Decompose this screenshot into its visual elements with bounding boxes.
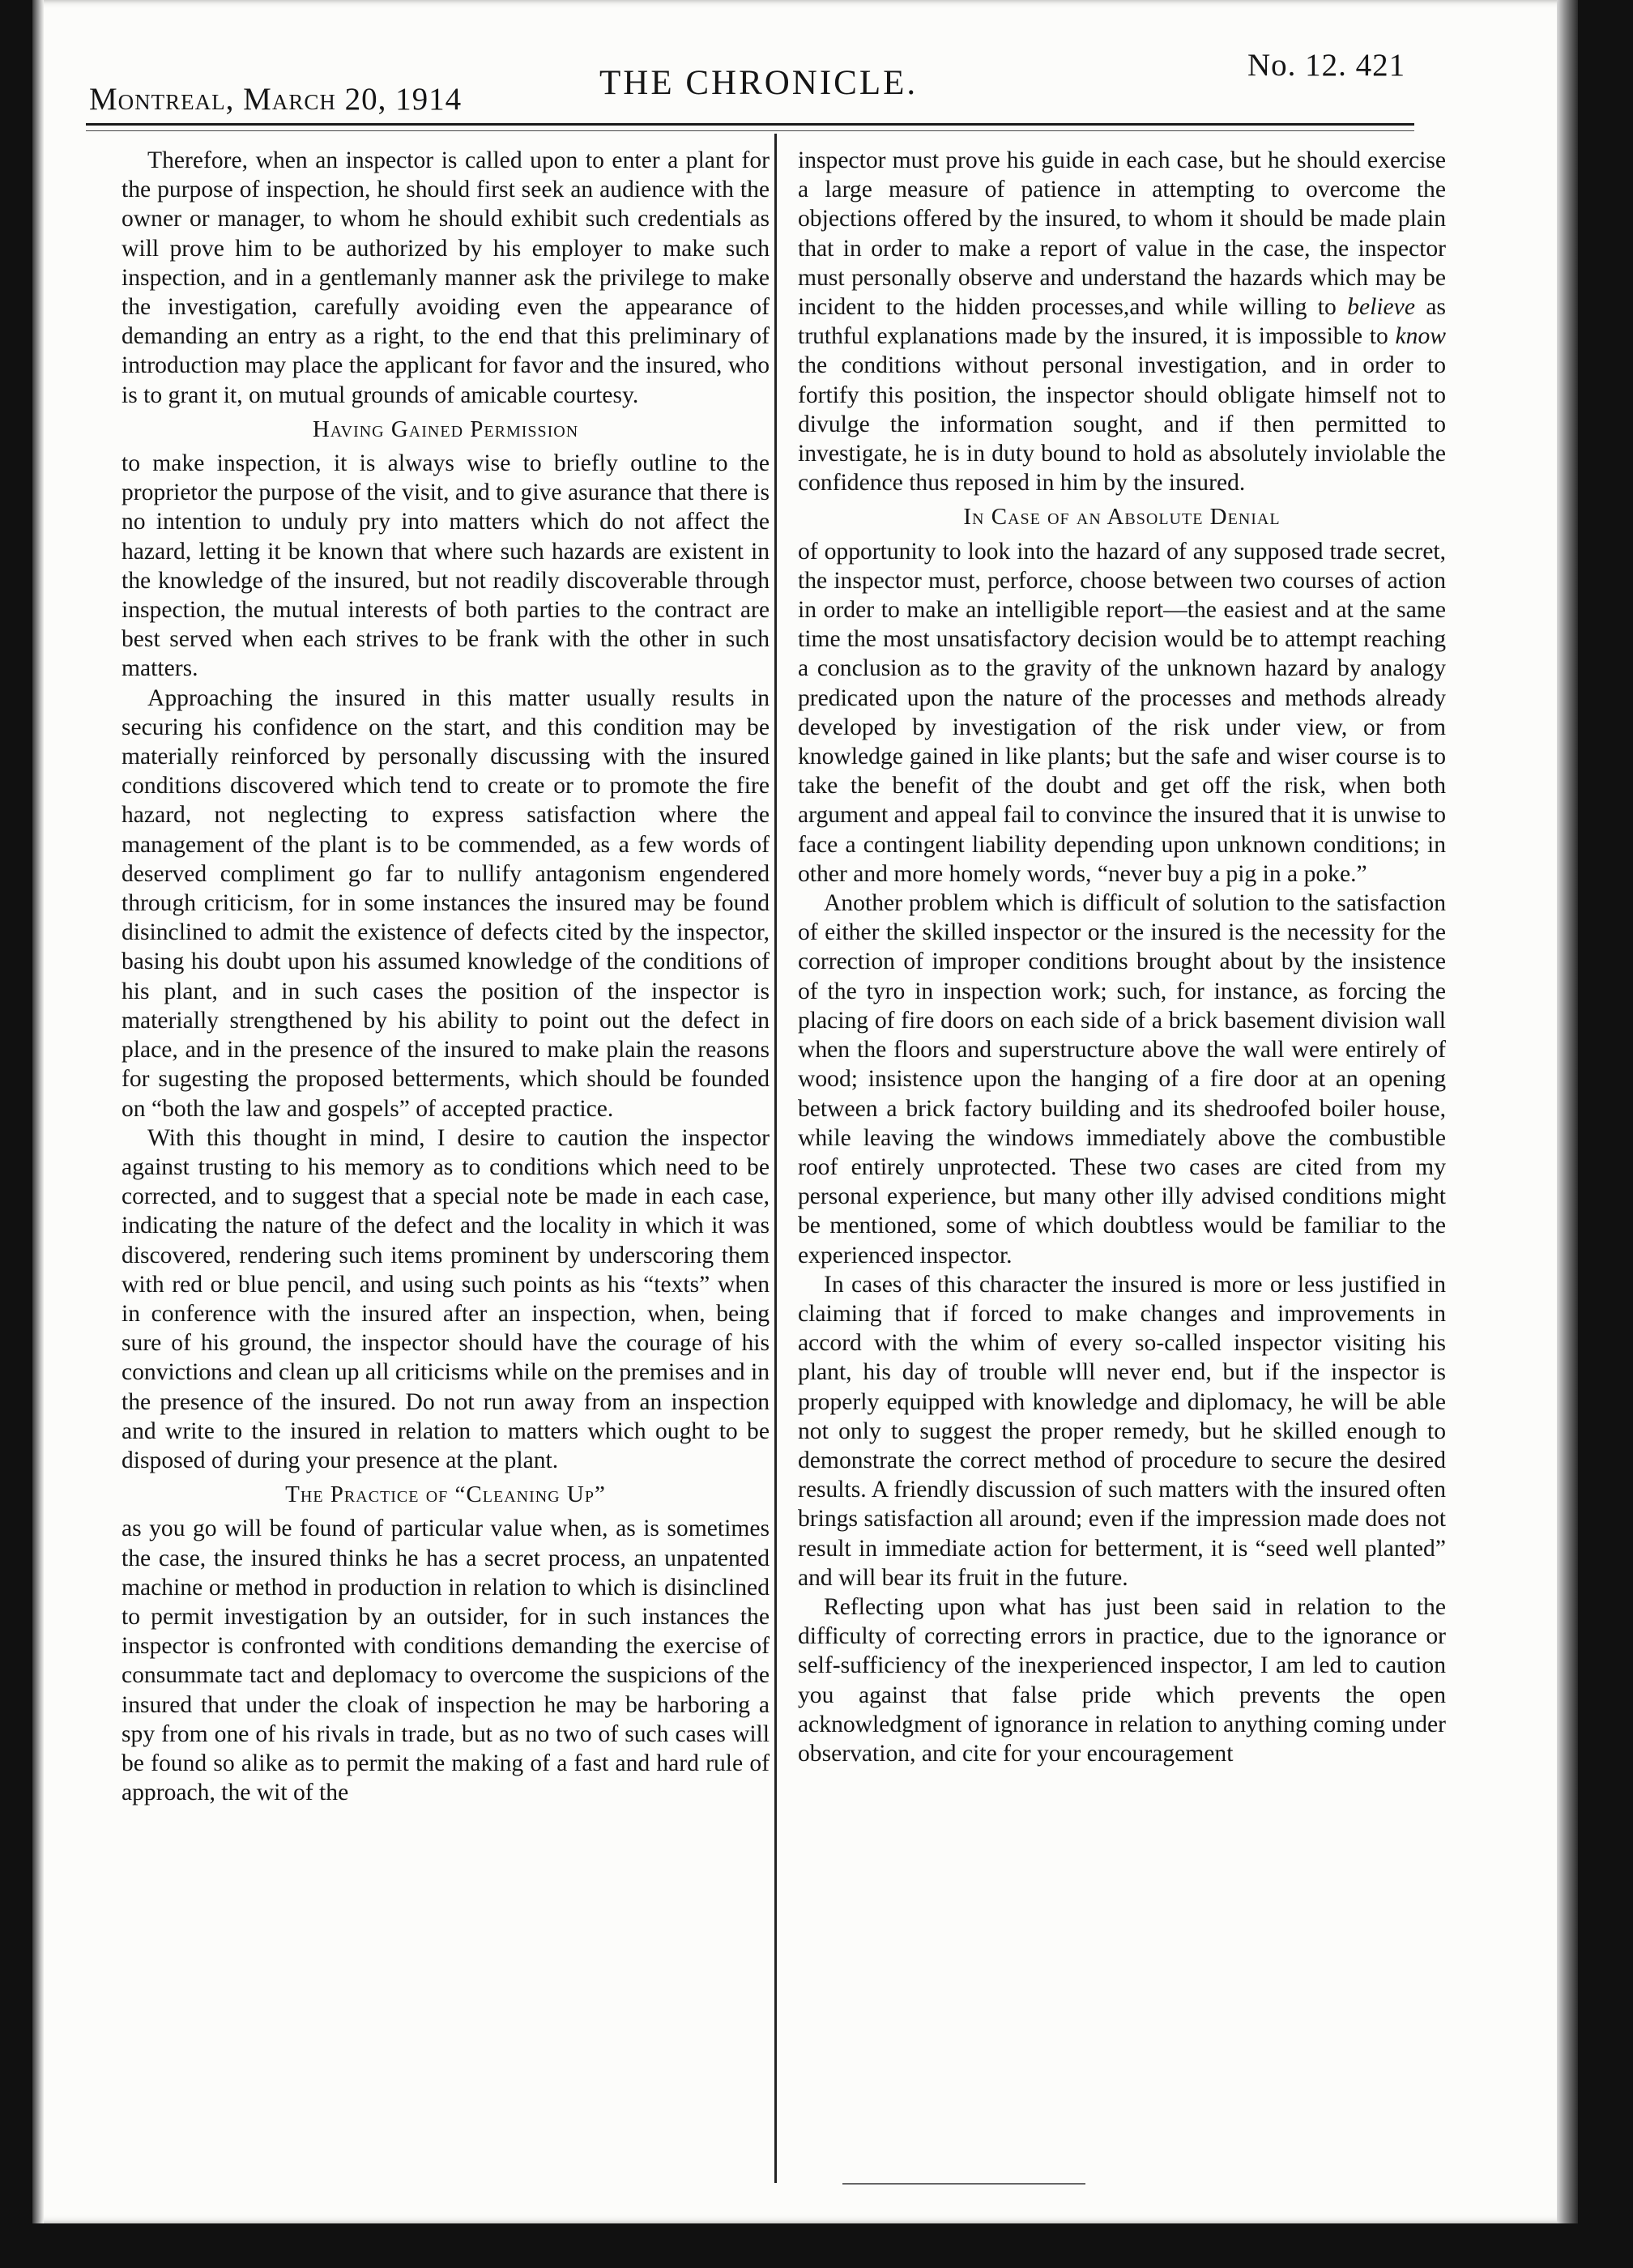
header-issue-page: No. 12. 421 [1247,48,1406,83]
left-column [122,146,770,1807]
column-divider [774,134,777,2183]
newspaper-page [32,0,1578,2223]
section-heading: In Case of an Absolute Denial [963,504,1281,531]
italic-text: know [1395,323,1446,350]
footer-rule [842,2183,1085,2185]
text-run: inspector must prove his guide in each case, but he should exercise a large measure of patience in attempting to overcome the objections offered by the insured, to whom it should be made plain that in order to make a report of value in the case, the inspector must personally observe and understand the hazards which may be incident to the hidden processes,and while willing to [798,147,1446,321]
paragraph: as you go will be found of particular value when, as is sometimes the case, the insured thinks he has a secret process, an unpatented machine or method in production in relation to which is disinclined to permit investigation by an outsider, for in such instances the inspector is confronted with conditions demanding the exercise of consummate tact and deplomacy to overcome the suspicions of the insured that under the cloak of inspection he may be harboring a spy from one of his rivals in trade, but as no two of such cases will be found so alike as to permit the making of a fast and hard rule of approach, the wit of the [122,1516,770,1806]
paragraph: Approaching the insured in this matter usually results in securing his confidence on the start, and this condition may be materially reinforced by personally discussing with the insured conditions discovered which tend to create or to promote the fire hazard, not neglecting to express satisfaction where the management of the plant is to be commended, as a few words of deserved compliment go far to nullify antagonism engendered through criticism, for in some instances the insured may be found disinclined to admit the existence of defects cited by the inspector, basing his doubt upon his assumed knowledge of the conditions of his plant, and in such cases the position of the inspector is materially strengthened by his ability to point out the defect in place, and in the presence of the insured to make plain the reasons for sugesting the proposed betterments, which should be founded on “both the law and gospels” of accepted practice. [122,684,770,1122]
header-title: THE CHRONICLE. [599,64,919,102]
paragraph: to make inspection, it is always wise to briefly outline to the proprietor the purpose of the visit, and to give asurance that there is no intention to unduly pry into matters which do not affect the hazard, letting it be known that where such hazards are existent in the knowledge of the insured, but not readily discoverable through inspection, the mutual interests of both parties to the contract are best served when each strives to be frank with the other in such matters. [122,450,770,682]
right-column [798,146,1446,1768]
header-rule-thin [86,130,1414,131]
paragraph: Another problem which is difficult of solution to the satisfaction of either the skilled inspector or the insured is the necessity for the correction of improper conditions brought about by the insistence of the tyro in inspection work; such, for instance, as forcing the placing of fire doors on each side of a brick basement division wall when the floors and superstructure above the wall were entirely of wood; insistence upon the hanging of a fire door at an opening between a brick factory building and its shedroofed boiler house, while leaving the windows immediately above the combustible roof entirely unprotected. These two cases are cited from my personal experience, but many other illy advised conditions might be mentioned, some of which doubtless would be familiar to the experienced inspector. [798,890,1446,1268]
header-rule-thick [86,123,1414,126]
paragraph: In cases of this character the insured is more or less justified in claiming that if forced to make changes and improvements in accord with the whim of every so-called inspector visiting his plant, his day of trouble wlll never end, but if the inspector is properly equipped with knowledge and diplomacy, he will be able not only to suggest the proper remedy, but he skilled enough to demonstrate the correct method of procedure to secure the desired results. A friendly discussion of such matters with the insured often brings satisfaction all around; even if the impression made does not result in immediate action for betterment, it is “seed well planted” and will bear its fruit in the future. [798,1271,1446,1591]
paragraph: Therefore, when an inspector is called upon to enter a plant for the purpose of inspection, he should first seek an audience with the owner or manager, to whom he should exhibit such credentials as will prove him to be authorized by his employer to make such inspection, and in a gentlemanly manner ask the privilege to make the investigation, carefully avoiding even the appearance of demanding an entry as a right, to the end that this preliminary of introduction may place the applicant for favor and the insured, who is to grant it, on mutual grounds of amicable courtesy. [122,147,770,408]
paragraph: With this thought in mind, I desire to caution the inspector against trusting to his memory as to conditions which need to be corrected, and to suggest that a special note be made in each case, indicating the nature of the defect and the locality in which it was discovered, rendering such items prominent by underscoring them with red or blue pencil, and using such points as his “texts” when in conference with the insured after an inspection, when, being sure of his ground, the inspector should have the courage of his convictions and clean up all criticisms while on the premises and in the presence of the insured. Do not run away from an inspection and write to the insured in relation to matters which ought to be disposed of during your presence at the plant. [122,1124,770,1473]
paragraph: Reflecting upon what has just been said in relation to the difficulty of correcting errors in practice, due to the ignorance or self-sufficiency of the inexperienced inspector, I am led to caution you against that false pride which prevents the open acknowledgment of ignorance in relation to anything coming under observation, and cite for your encouragement [798,1593,1446,1767]
page-binding-edge [1557,0,1578,2223]
text-run: as truthful explanations made by the insured, it is impossible to [798,294,1446,350]
italic-text: believe [1347,294,1415,321]
header-location-date: Montreal, March 20, 1914 [89,82,463,117]
section-heading: The Practice of “Cleaning Up” [285,1481,606,1508]
text-run: the conditions without personal investigation, and in order to fortify this position, the inspector should obligate himself not to divulge the information sought, and if then permitted to investigate, he is in duty bound to hold as absolutely inviolable the confidence thus reposed in him by the insured. [798,352,1446,497]
page-left-edge [32,0,44,2223]
paragraph [798,146,1446,497]
paragraph: of opportunity to look into the hazard of any supposed trade secret, the inspector must, perforce, choose between two courses of action in order to make an intelligible report—the easiest and at the same time the most unsatisfactory decision would be to attempt reaching a conclusion as to the gravity of the unknown hazard by analogy predicated upon the nature of the processes and methods already developed by investigation of the risk under view, or from knowledge gained in like plants; but the safe and wiser course is to take the benefit of the doubt and get off the risk, when both argument and appeal fail to convince the insured that it is unwise to face a contingent liability depending upon unknown conditions; in other and more homely words, “never buy a pig in a poke.” [798,538,1446,887]
section-heading: Having Gained Permission [312,416,579,442]
